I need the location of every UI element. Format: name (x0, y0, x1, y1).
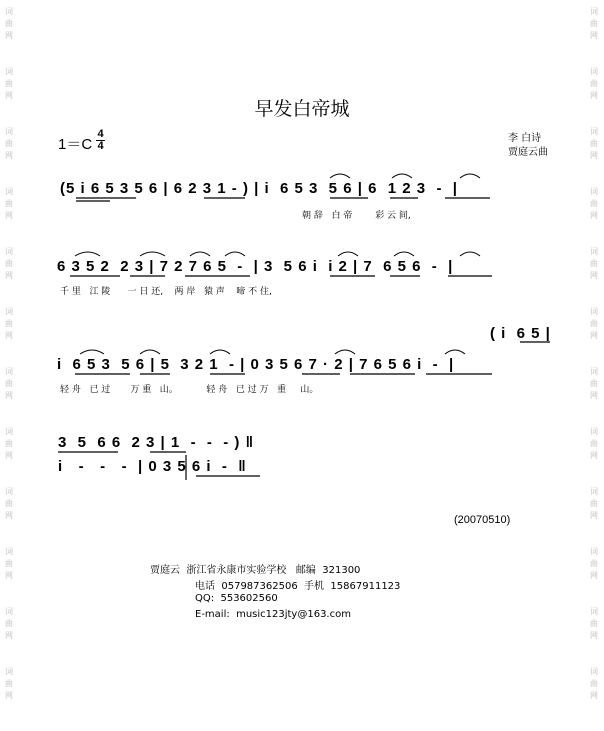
slur-mark (445, 350, 465, 354)
watermark-char: 曲 (590, 499, 598, 508)
slur-mark (392, 174, 412, 178)
watermark-char: 词 (590, 547, 598, 556)
watermark-char: 曲 (5, 79, 13, 88)
watermark-char: 曲 (5, 619, 13, 628)
slur-mark (190, 252, 210, 256)
watermark-char: 词 (5, 127, 13, 136)
watermark-char: 网 (5, 511, 13, 520)
slur-mark (338, 252, 358, 256)
watermark-char: 网 (5, 331, 13, 340)
score-line-4-upper: 3 5 6 6 2 3 | 1 - - - ) ‖ (58, 434, 255, 451)
slur-mark (335, 350, 355, 354)
composer-credit: 贾庭云曲 (508, 147, 548, 158)
watermark-char: 网 (590, 391, 598, 400)
watermark-char: 曲 (5, 139, 13, 148)
watermark-char: 曲 (590, 679, 598, 688)
watermark-char: 网 (590, 511, 598, 520)
score-line-2: 6 3 5 2 2 3 | 7 2 7 6 5 - | 3 5 6 i i 2 | 7 6 5 6 - | (57, 258, 454, 275)
watermark-char: 曲 (590, 259, 598, 268)
watermark-char: 曲 (590, 619, 598, 628)
slur-mark (330, 174, 350, 178)
slur-mark (75, 252, 100, 256)
slur-mark (210, 350, 230, 354)
composition-date: (20070510) (454, 514, 511, 526)
song-title: 早发白帝城 (254, 98, 350, 120)
contact-line-3: QQ: 553602560 (195, 593, 278, 604)
watermark-char: 网 (590, 331, 598, 340)
slur-mark (394, 252, 414, 256)
watermark-char: 曲 (590, 559, 598, 568)
watermark-char: 词 (590, 127, 598, 136)
watermark-char: 曲 (590, 79, 598, 88)
watermark-char: 词 (5, 607, 13, 616)
contact-line-2: 电话 057987362506 手机 15867911123 (195, 581, 401, 592)
watermark-char: 词 (5, 187, 13, 196)
slur-mark (225, 252, 245, 256)
watermark-char: 词 (590, 367, 598, 376)
lyricist-credit: 李 白诗 (508, 133, 542, 144)
watermark-char: 词 (590, 7, 598, 16)
watermark-char: 词 (590, 67, 598, 76)
watermark-char: 网 (590, 691, 598, 700)
watermark-char: 曲 (590, 139, 598, 148)
watermark-char: 词 (5, 547, 13, 556)
watermark-char: 曲 (5, 199, 13, 208)
slur-mark (460, 174, 480, 178)
watermark-char: 网 (590, 31, 598, 40)
watermark-char: 网 (5, 91, 13, 100)
meter-bottom: 4 (97, 140, 104, 152)
slur-mark (80, 350, 104, 354)
slur-mark (460, 252, 480, 256)
watermark-char: 网 (5, 451, 13, 460)
watermark-char: 网 (5, 271, 13, 280)
watermark-char: 曲 (5, 259, 13, 268)
watermark-char: 词 (5, 7, 13, 16)
watermark-char: 网 (5, 31, 13, 40)
slur-mark (140, 350, 160, 354)
watermark-char: 网 (590, 451, 598, 460)
watermark-char: 曲 (5, 679, 13, 688)
lyrics-line-1: 朝 辞 白 帝 彩 云 间, (302, 211, 411, 221)
watermark-char: 网 (590, 91, 598, 100)
score-line-3: i 6 5 3 5 6 | 5 3 2 1 - | 0 3 5 6 7 · 2 | 7 6 5 6 i - | (57, 356, 455, 373)
watermark-char: 网 (590, 151, 598, 160)
watermark-char: 网 (5, 571, 13, 580)
watermark-char: 词 (5, 367, 13, 376)
score-line-4-lower: i - - - | 0 3 5 6 i - ‖ (58, 458, 247, 475)
watermark-char: 曲 (590, 19, 598, 28)
watermark-char: 词 (5, 487, 13, 496)
watermark-char: 曲 (590, 439, 598, 448)
watermark-char: 网 (590, 571, 598, 580)
watermark-char: 曲 (590, 199, 598, 208)
watermark-char: 词 (5, 247, 13, 256)
watermark-char: 曲 (5, 499, 13, 508)
watermark-char: 网 (5, 151, 13, 160)
watermark-char: 曲 (5, 439, 13, 448)
key-signature: 1＝C (58, 136, 93, 153)
lyrics-line-3: 轻 舟 已 过 万 重 山。 轻 舟 已 过 万 重 山。 (60, 385, 319, 395)
watermark-char: 网 (590, 211, 598, 220)
watermark-char: 曲 (5, 379, 13, 388)
watermark-char: 词 (5, 667, 13, 676)
meter-top: 4 (97, 128, 104, 140)
watermark-char: 曲 (590, 379, 598, 388)
watermark-char: 曲 (5, 319, 13, 328)
lyrics-line-2: 千 里 江 陵 一 日 还, 两 岸 猿 声 啼 不 住, (60, 287, 272, 297)
watermark-char: 词 (590, 667, 598, 676)
watermark-char: 词 (590, 247, 598, 256)
watermark-char: 词 (590, 187, 598, 196)
watermark-char: 网 (5, 691, 13, 700)
watermark-char: 词 (590, 427, 598, 436)
watermark-char: 词 (5, 427, 13, 436)
watermark-char: 曲 (5, 19, 13, 28)
watermark-char: 词 (5, 67, 13, 76)
score-line-3-pickup: ( i 6 5 | (490, 325, 551, 342)
watermark-char: 词 (590, 487, 598, 496)
slur-mark (140, 252, 165, 256)
watermark-char: 网 (5, 211, 13, 220)
watermark-char: 曲 (590, 319, 598, 328)
watermark-char: 网 (5, 391, 13, 400)
watermark-char: 词 (590, 607, 598, 616)
contact-line-4: E-mail: music123jty@163.com (195, 609, 351, 620)
score-line-1: (5 i 6 5 3 5 6 | 6 2 3 1 - ) | i 6 5 3 5 6 | 6 1 2 3 - | (60, 180, 458, 197)
watermark-char: 网 (590, 271, 598, 280)
watermark-char: 曲 (5, 559, 13, 568)
watermark-char: 网 (590, 631, 598, 640)
watermark-char: 词 (5, 307, 13, 316)
watermark-char: 网 (5, 631, 13, 640)
watermark-char: 词 (590, 307, 598, 316)
contact-line-1: 贾庭云 浙江省永康市实验学校 邮编 321300 (150, 565, 361, 576)
